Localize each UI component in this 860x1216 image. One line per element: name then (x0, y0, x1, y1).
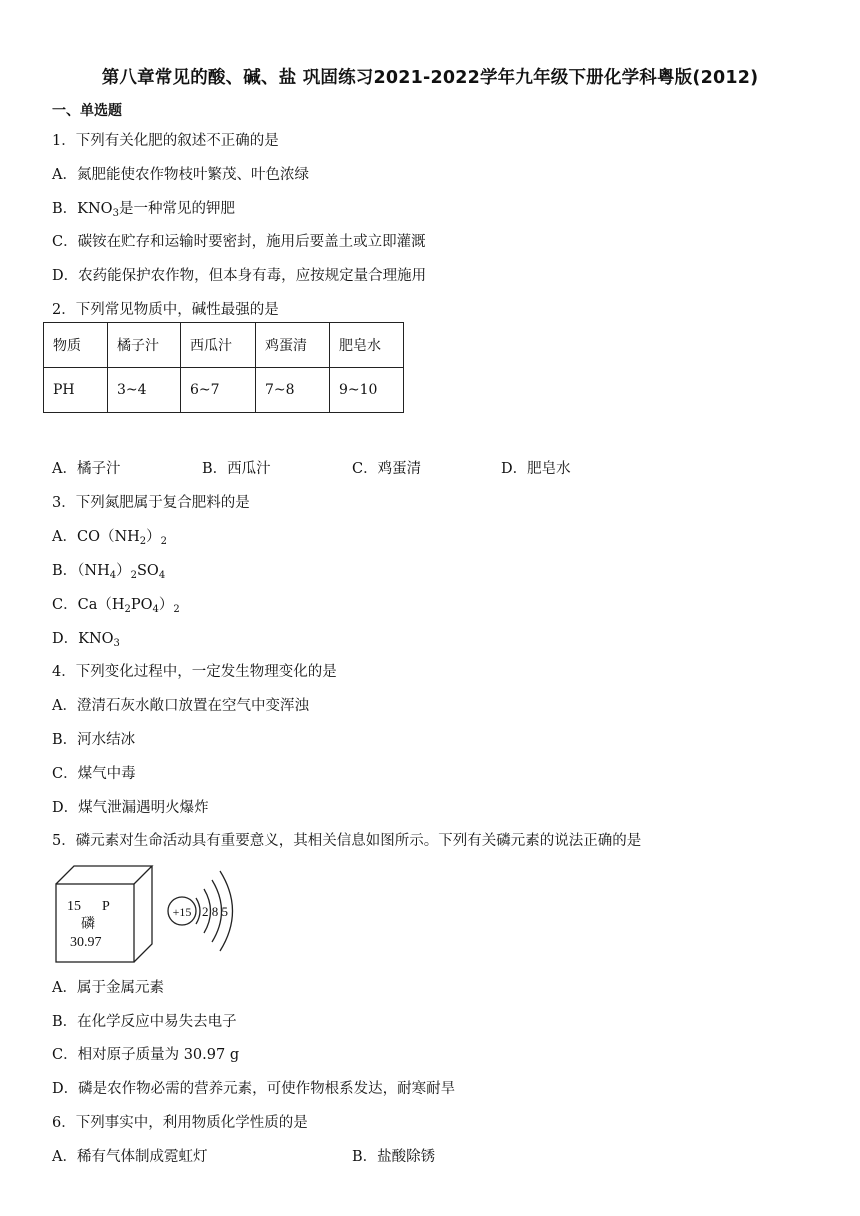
q4-option-b: B．河水结冰 (52, 732, 136, 748)
q1-option-c: C．碳铵在贮存和运输时要密封，施用后要盖土或立即灌溉 (52, 234, 426, 250)
q3-option-a: A．$CO(NH_2)_2$ (52, 529, 168, 547)
page-title: 第八章常见的酸、碱、盐 巩固练习2021-2022学年九年级下册化学科粤版(2012) (101, 68, 759, 88)
table-header-cell: 肥皂水 (330, 323, 404, 368)
q1-option-d: D．农药能保护农作物，但本身有毒，应按规定量合理施用 (52, 268, 427, 284)
table-header-cell: 橘子汁 (108, 323, 181, 368)
q4-option-c: C．煤气中毒 (52, 766, 136, 782)
q2-option-a: A．橘子汁 (52, 461, 121, 477)
q5-option-d: D．磷是农作物必需的营养元素，可使作物根系发达，耐寒耐旱 (52, 1081, 456, 1097)
q2-option-d: D．肥皂水 (501, 461, 571, 477)
cube-top-edge (56, 866, 152, 884)
q4-stem: 4．下列变化过程中，一定发生物理变化的是 (52, 664, 337, 680)
shell-electrons: 2 8 5 (202, 904, 228, 919)
nucleus-charge: +15 (172, 905, 192, 919)
q3-option-d: D．$KNO_3$ (52, 631, 120, 649)
ph-table (43, 322, 404, 413)
q2-options (52, 457, 812, 477)
table-cell: 3~4 (108, 368, 181, 413)
q2-stem: 2．下列常见物质中，碱性最强的是 (52, 302, 279, 318)
q5-option-a: A．属于金属元素 (52, 980, 164, 996)
element-symbol: P (102, 899, 110, 914)
q6-stem: 6．下列事实中，利用物质化学性质的是 (52, 1115, 308, 1131)
q3-option-b: B．$(NH_4)_2SO_4$ (52, 563, 166, 581)
q2-option-c: C．鸡蛋清 (352, 461, 422, 477)
q1-option-b: B．$KNO_3$是一种常见的钾肥 (52, 201, 235, 219)
q5-option-b: B．在化学反应中易失去电子 (52, 1014, 237, 1030)
element-card (56, 884, 134, 962)
section-heading: 一、单选题 (52, 103, 122, 119)
q4-option-d: D．煤气泄漏遇明火爆炸 (52, 800, 209, 816)
table-header-cell: 鸡蛋清 (256, 323, 330, 368)
q5-stem: 5．磷元素对生命活动具有重要意义，其相关信息如图所示。下列有关磷元素的说法正确的是 (52, 833, 642, 849)
q6-option-a: A．稀有气体制成霓虹灯 (52, 1149, 208, 1165)
table-row (44, 323, 404, 368)
table-header-cell: 物质 (44, 323, 108, 368)
q1-option-a: A．氮肥能使农作物枝叶繁茂、叶色浓绿 (52, 167, 309, 183)
table-cell: PH (44, 368, 108, 413)
table-cell: 6~7 (181, 368, 256, 413)
q2-option-b: B．西瓜汁 (202, 461, 271, 477)
q5-option-c: C．相对原子质量为 30.97 g (52, 1047, 240, 1063)
q6-option-b: B．盐酸除锈 (352, 1149, 436, 1165)
q4-option-a: A．澄清石灰水敞口放置在空气中变浑浊 (52, 698, 309, 714)
q3-stem: 3．下列氮肥属于复合肥料的是 (52, 495, 250, 511)
element-name: 磷 (81, 917, 95, 932)
phosphorus-element-figure (54, 862, 244, 966)
atomic-number: 15 (67, 899, 81, 914)
q3-option-c: C．$Ca(H_2PO_4)_2$ (52, 597, 180, 615)
table-cell: 9~10 (330, 368, 404, 413)
table-cell: 7~8 (256, 368, 330, 413)
table-header-cell: 西瓜汁 (181, 323, 256, 368)
q1-stem: 1．下列有关化肥的叙述不正确的是 (52, 133, 279, 149)
table-row (44, 368, 404, 413)
atomic-mass: 30.97 (70, 935, 102, 950)
